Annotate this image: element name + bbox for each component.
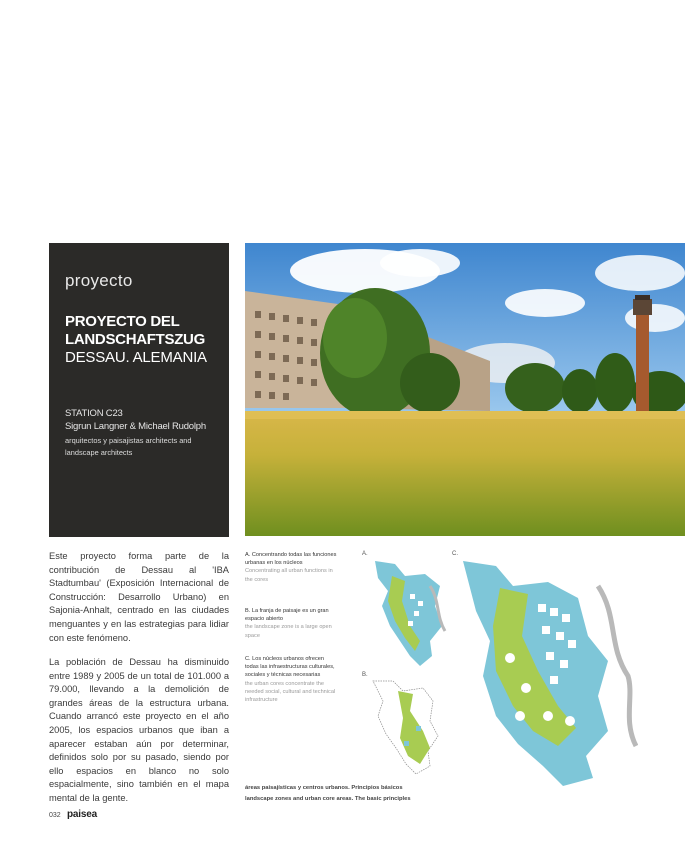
article-location: DESSAU. ALEMANIA (65, 349, 207, 366)
legend-item-c-sub: the urban cores concentrate the needed social, cultural and technical infrastructure (245, 680, 336, 704)
figure-caption (245, 783, 445, 805)
legend-item-b-sub: the landscape zone is a large open space (245, 624, 332, 639)
legend-item-b-title: B. La franja de paisaje es un gran espacio abierto (245, 608, 329, 623)
figure-caption-en: landscape zones and urban core areas. The basic principles (245, 796, 411, 802)
legend-item-c (245, 655, 339, 704)
page-number: 032 (49, 812, 61, 819)
landscape-photo-image (245, 243, 685, 536)
author-roles: arquitectos y paisajistas architects and landscape architects (65, 436, 192, 457)
legend-item-b (245, 607, 339, 640)
legend-item-a (245, 551, 339, 584)
map-b (368, 676, 448, 776)
map-c (458, 556, 638, 788)
map-label-a: A. (362, 551, 368, 557)
body-paragraph-1: Este proyecto forma parte de la contribución de Dessau al 'IBA Stadtumbau' (Exposición Internacional de Construcción: Desarrollo Urbano) en Sajonia-Anhalt, centrado en las ciudades menguantes y en las estrategias para lidiar con este fenómeno. (49, 551, 229, 643)
section-kicker: proyecto (65, 271, 133, 290)
landscape-photo (245, 243, 685, 536)
author-names: Sigrun Langner & Michael Rudolph (65, 421, 206, 432)
magazine-logo: paisea (67, 809, 97, 820)
figure-caption-es: áreas paisajísticas y centros urbanos. Principios básicos (245, 785, 403, 791)
map-label-b: B. (362, 672, 368, 678)
credits (65, 407, 225, 433)
article-title: PROYECTO DEL LANDSCHAFTSZUG (65, 313, 205, 348)
legend-item-a-title: A. Concentrando todas las funciones urbanas en los núcleos (245, 552, 337, 567)
map-a (370, 556, 450, 671)
map-label-c: C. (452, 551, 458, 557)
title-block (49, 243, 229, 537)
office-name: STATION C23 (65, 408, 123, 419)
legend-item-a-sub: Concentrating all urban functions in the cores (245, 568, 333, 583)
legend-item-c-title: C. Los núcleos urbanos ofrecen todas las infraestructuras culturales, sociales y técnicas necesarias (245, 656, 335, 679)
body-paragraph-2: La población de Dessau ha disminuido entre 1989 y 2005 de un total de 101.000 a 79.000, llevando a la demolición de grandes áreas de la estructura urbana. Cuando arrancó este proyecto en el año 2005, los espacios urbanos que iban a aparecer estaban aún por determinar, definidos solo por su pasado, siendo por ello espacios en blanco no solo espacialmente, sino también en el mapa mental de la gente. (49, 657, 229, 803)
